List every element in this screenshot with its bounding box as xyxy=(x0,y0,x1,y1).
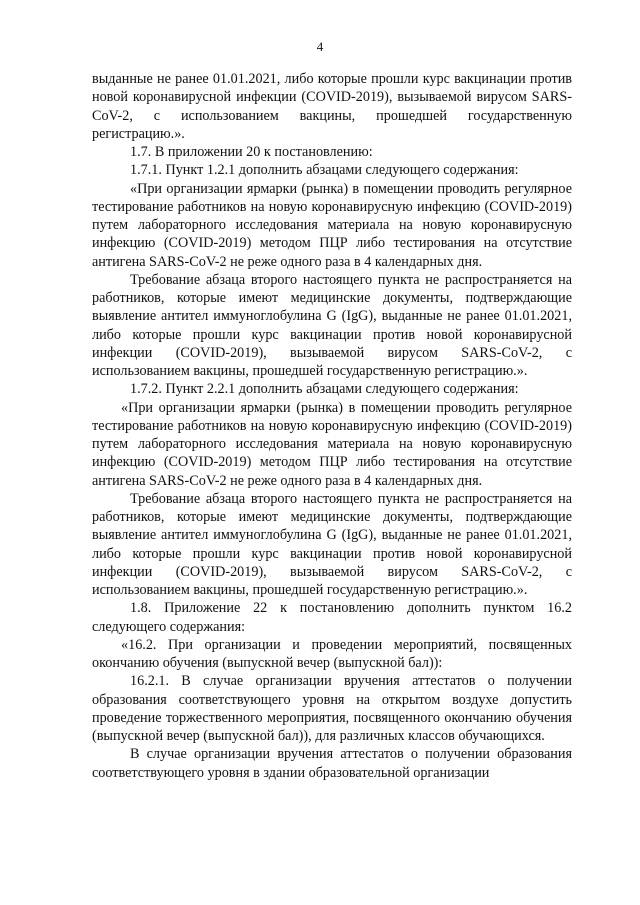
paragraph-1-7-2: 1.7.2. Пункт 2.2.1 дополнить абзацами следующего содержания: xyxy=(130,381,519,398)
paragraph-indoor-case: В случае организации вручения аттестатов о получении образования соответствующего уровня в здании образовательной организации xyxy=(92,746,572,781)
paragraph-continuation: выданные не ранее 01.01.2021, либо которые прошли курс вакцинации против новой коронавирусной инфекции (COVID-2019), вызываемой вирусом SARS-CoV-2, с использованием вакцины, прошедшей государственную регистрацию.». xyxy=(92,71,572,142)
paragraph-1-8: 1.8. Приложение 22 к постановлению дополнить пунктом 16.2 следующего содержания: xyxy=(92,600,572,635)
paragraph-exemption-2: Требование абзаца второго настоящего пункта не распространяется на работников, которые имеют медицинские документы, подтверждающие выявление антител иммуноглобулина G (IgG), выданные не ранее 01.01.2021, либо которые прошли курс вакцинации против новой коронавирусной инфекции (COVID-2019), вызываемой вирусом SARS-CoV-2, с использованием вакцины, прошедшей государственную регистрацию.». xyxy=(92,490,572,598)
paragraph-16-2-1: 16.2.1. В случае организации вручения аттестатов о получении образования соответствующего уровня на открытом воздухе допустить проведение торжественного мероприятия, посвященного окончанию обучения (выпускной вечер (выпускной бал)), для различных классов обучающихся. xyxy=(92,673,572,744)
paragraph-exemption-1: Требование абзаца второго настоящего пункта не распространяется на работников, которые имеют медицинские документы, подтверждающие выявление антител иммуноглобулина G (IgG), выданные не ранее 01.01.2021, либо которые прошли курс вакцинации против новой коронавирусной инфекции (COVID-2019), вызываемой вирусом SARS-CoV-2, с использованием вакцины, прошедшей государственную регистрацию.». xyxy=(92,271,572,379)
paragraph-16-2: «16.2. При организации и проведении мероприятий, посвященных окончанию обучения (выпускной вечер (выпускной бал)): xyxy=(92,636,572,671)
paragraph-quote-1: «При организации ярмарки (рынка) в помещении проводить регулярное тестирование работников на новую коронавирусную инфекцию (COVID-2019) путем лабораторного исследования материала на новую коронавирусную инфекцию (COVID-2019) методом ПЦР либо тестирования на отсутствие антигена SARS-CoV-2 не реже одного раза в 4 календарных дня. xyxy=(92,180,572,270)
paragraph-1-7: 1.7. В приложении 20 к постановлению: xyxy=(130,144,373,160)
paragraph-quote-2: «При организации ярмарки (рынка) в помещении проводить регулярное тестирование работников на новую коронавирусную инфекцию (COVID-2019) путем лабораторного исследования материала на новую коронавирусную инфекцию (COVID-2019) методом ПЦР либо тестирования на отсутствие антигена SARS-CoV-2 не реже одного раза в 4 календарных дня. xyxy=(92,399,572,489)
document-body xyxy=(92,70,572,782)
paragraph-1-7-1: 1.7.1. Пункт 1.2.1 дополнить абзацами следующего содержания: xyxy=(130,162,519,179)
page-number: 4 xyxy=(316,39,324,54)
